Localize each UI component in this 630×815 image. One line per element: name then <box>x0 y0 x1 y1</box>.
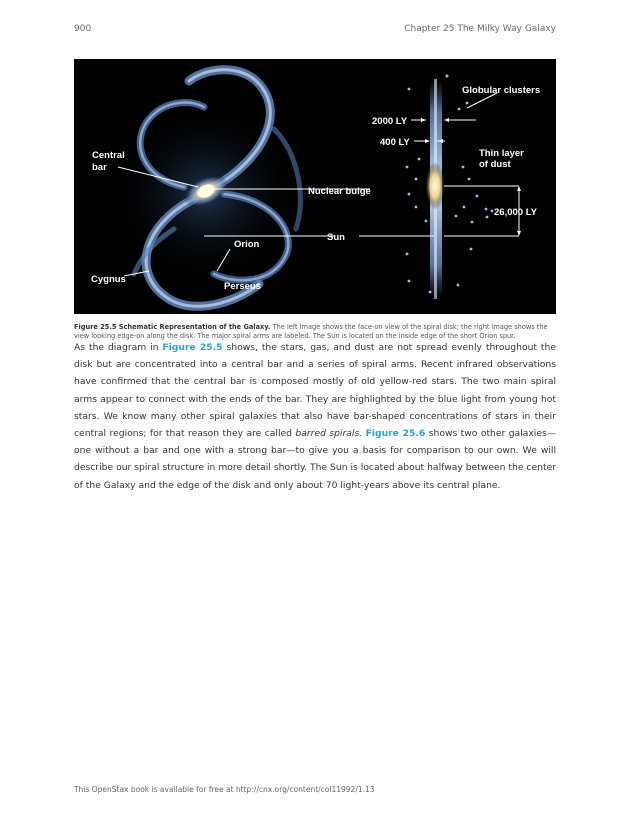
label-thin-layer-1: Thin layer <box>479 148 524 159</box>
label-400-ly: 400 LY <box>380 137 410 148</box>
page-number: 900 <box>74 24 92 34</box>
body-text-4: shows two other galaxies—one without a bar and one with a strong bar—to give you a basis for comparison to our own. We will describe our spiral structure in more detail shortly. The Sun is located about halfway between the center of the Galaxy and the edge of the disk and only about 70 light-years above its central plane. <box>74 428 556 491</box>
chapter-title: Chapter 25 The Milky Way Galaxy <box>404 24 556 34</box>
term-barred-spirals: barred spirals <box>295 428 360 440</box>
body-text-3: . <box>359 428 366 440</box>
caption-title: Figure 25.5 Schematic Representation of the Galaxy. <box>74 323 271 331</box>
label-thin-layer-2: of dust <box>479 159 511 170</box>
caption-text: The left image shows the face-on view of the spiral disk; the right image shows the view looking edge-on along the disk. The major spiral arms are labeled. The Sun is located on the inside edge of the short Orion spur. <box>74 323 548 340</box>
figure-25-6-link[interactable]: Figure 25.6 <box>365 428 426 440</box>
label-2000-ly: 2000 LY <box>372 116 408 127</box>
edge-on-galaxy <box>425 79 445 299</box>
footer-availability: This OpenStax book is available for free at http://cnx.org/content/col11992/1.13 <box>74 785 375 794</box>
body-paragraph <box>74 339 556 494</box>
face-on-galaxy <box>111 70 301 307</box>
body-text-1: As the diagram in <box>74 342 163 353</box>
globular-cluster-dots <box>406 75 494 294</box>
galaxy-diagram <box>74 59 556 314</box>
label-sun: Sun <box>327 232 345 243</box>
label-central-bar-1: Central <box>92 150 125 161</box>
label-globular-clusters: Globular clusters <box>462 85 541 96</box>
body-text-2: shows, the stars, gas, and dust are not spread evenly throughout the disk but are concentrated into a central bar and a series of spiral arms. Recent infrared observations have confirmed that the central bar is composed mostly of old yellow-red stars. The two main spiral arms appear to connect with the ends of the bar. They are highlighted by the blue light from young hot stars. We know many other spiral galaxies that also have bar-shaped concentrations of stars in their central regions; for that reason they are called <box>74 342 556 440</box>
label-perseus: Perseus <box>224 281 261 292</box>
figure-25-5-link[interactable]: Figure 25.5 <box>162 342 223 353</box>
label-cygnus: Cygnus <box>91 274 126 285</box>
label-central-bar-2: bar <box>92 162 107 173</box>
label-orion: Orion <box>234 239 260 250</box>
label-26000-ly: 26,000 LY <box>494 207 537 218</box>
milky-way-schematic-figure <box>74 59 556 314</box>
label-nuclear-bulge: Nuclear bulge <box>308 186 371 197</box>
